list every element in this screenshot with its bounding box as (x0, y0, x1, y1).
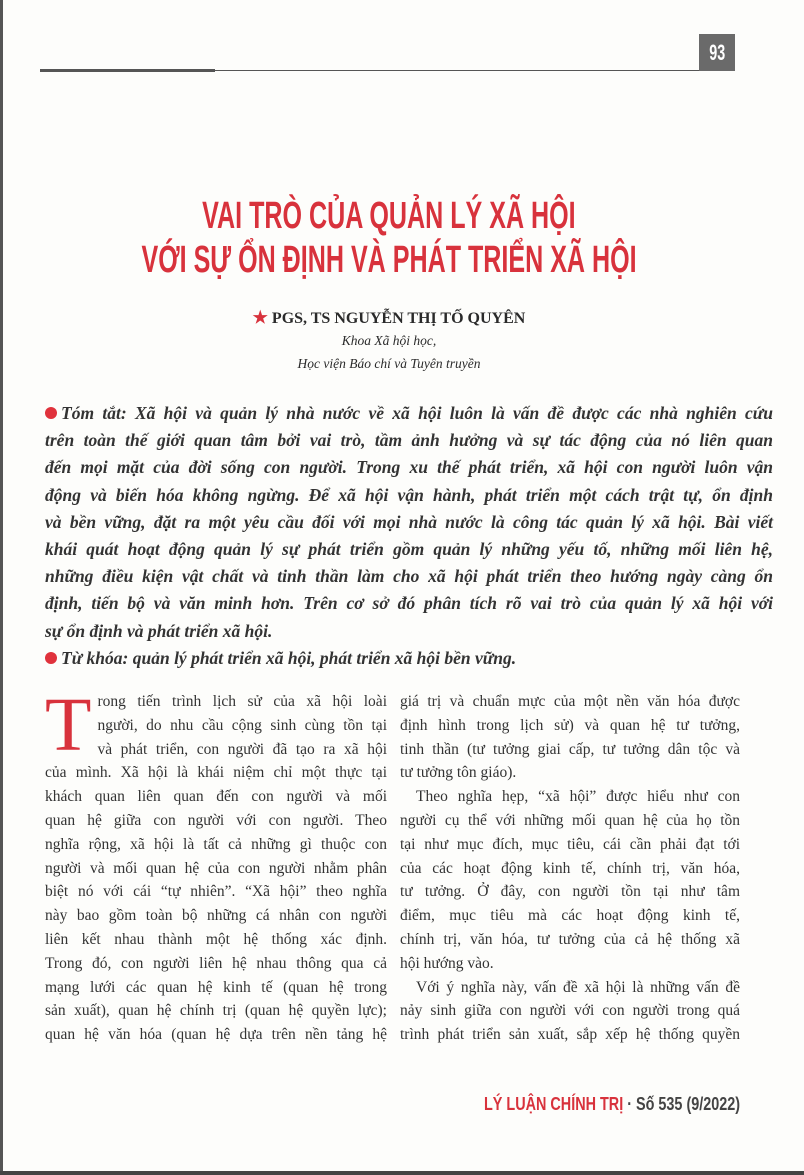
body-line: người cụ thể với những mối quan hệ của họ tồn (400, 811, 740, 829)
body-line: quan hệ văn hóa (quan hệ dựa trên nền tảng hệ (45, 1026, 387, 1044)
body-line: và phát triển, con người đã tạo ra xã hội (97, 740, 387, 758)
header-rule-accent (40, 69, 215, 72)
abstract-line-text: khái quát hoạt động quản lý sự phát triển gồm quản lý những yếu tố, những mối liên hệ, (45, 539, 773, 560)
abstract-line-text: và bền vững, đặt ra một yêu cầu đối với mọi nhà nước là công tác quản lý xã hội. Bài viết (45, 511, 773, 532)
body-column-left (45, 683, 387, 1047)
title-text: VỚI SỰ ỔN ĐỊNH VÀ PHÁT TRIỂN XÃ HỘI (141, 239, 637, 281)
body-column-right (400, 690, 740, 1047)
author-name: PGS, TS NGUYỄN THỊ TỐ QUYÊN (271, 310, 526, 327)
drop-cap: T (45, 683, 92, 767)
body-line: Trong đó, con người liên hệ nhau thông qua cả (45, 954, 387, 972)
abstract (45, 400, 773, 672)
affiliation-line-1: Khoa Xã hội học, (341, 333, 437, 348)
body-line: trình phát triển sản xuất, sắp xếp hệ thống quyền (400, 1026, 740, 1044)
abstract-line-text: sự ổn định và phát triển xã hội. (45, 620, 273, 641)
abstract-line-text: động và biến hóa không ngừng. Để xã hội vận hành, phát triển một cách trật tự, ổn định (45, 484, 773, 505)
page-number (699, 34, 735, 71)
title-text: VAI TRÒ CỦA QUẢN LÝ XÃ HỘI (202, 195, 576, 237)
author-line (0, 308, 778, 328)
bottom-bar (0, 1171, 804, 1175)
body-line: này bao gồm toàn bộ những cá nhân con người (45, 907, 387, 925)
abstract-line-text: đến mọi mặt của đời sống con người. Trong xu thế phát triển, xã hội con người luôn vận (45, 457, 773, 478)
body-line: người, do nhu cầu cộng sinh cùng tồn tại (97, 716, 387, 734)
body-line: tinh thần (tư tưởng giai cấp, tư tưởng dân tộc và (400, 740, 740, 758)
issue-number: · Số 535 (9/2022) (623, 1094, 740, 1114)
body-line: tại như mục đích, mục tiêu, cái cần phải đạt tới (400, 835, 740, 853)
body-line: chính trị, văn hóa, tư tưởng của cả hệ thống xã (400, 930, 740, 948)
abstract-line (45, 427, 773, 454)
star-icon: ★ (252, 308, 268, 327)
body-line: điểm, mục tiêu mà các hoạt động kinh tế, (400, 907, 740, 925)
abstract-line (45, 618, 773, 645)
abstract-line (45, 482, 773, 509)
abstract-line-text: trên toàn thế giới quan tâm bởi vai trò, tầm ảnh hưởng và sự tác động của nó liên quan (45, 430, 773, 451)
body-line: của các hoạt động kinh tế, chính trị, văn hóa, (400, 859, 740, 877)
abstract-line-text: những điều kiện vật chất và tinh thần làm cho xã hội phát triển theo hướng ngày càng ổn (45, 566, 773, 587)
bullet-icon (45, 407, 57, 419)
article-title-line-2 (0, 238, 778, 282)
body-line: nảy sinh giữa con người với con người trong quá (400, 1002, 740, 1020)
abstract-line-text: định, tiến bộ và văn minh hơn. Trên cơ sở đó phân tích rõ vai trò của quản lý xã hội với (45, 593, 773, 614)
body-line: tư tưởng tôn giáo). (400, 764, 517, 782)
body-line: sản xuất), quan hệ chính trị (quan hệ quyền lực); (45, 1002, 387, 1020)
bullet-icon (45, 652, 57, 664)
body-line: nghĩa rộng, xã hội là tất cả những gì thuộc con (45, 835, 387, 853)
abstract-line (45, 590, 773, 617)
affiliation-line-2: Học viện Báo chí và Tuyên truyền (297, 356, 481, 371)
body-line: liên kết nhau thành một hệ thống xác định. (45, 930, 387, 948)
footer (484, 1094, 740, 1115)
keywords-text: Từ khóa: quản lý phát triển xã hội, phát triển xã hội bền vững. (61, 647, 517, 668)
abstract-line (45, 454, 773, 481)
body-line: của mình. Xã hội là khái niệm chỉ một thực tại (45, 764, 387, 782)
abstract-line-text: Tóm tắt: Xã hội và quản lý nhà nước về xã hội luôn là vấn đề được các nhà nghiên cứu (61, 403, 773, 423)
abstract-line (45, 563, 773, 590)
abstract-line (45, 400, 773, 427)
body-line: mạng lưới các quan hệ kinh tế (quan hệ trong (45, 978, 387, 996)
body-line: người và mối quan hệ của con người nhằm phân (45, 859, 387, 877)
abstract-line (45, 509, 773, 536)
magazine-name: LÝ LUẬN CHÍNH TRỊ (483, 1094, 624, 1114)
body-line: Theo nghĩa hẹp, “xã hội” được hiểu như con (416, 788, 740, 806)
body-line: tư tưởng. Ở đây, con người tồn tại như tâm (400, 883, 740, 901)
body-line: Với ý nghĩa này, vấn đề xã hội là những vấn đề (416, 978, 740, 996)
body-line: hội hướng vào. (400, 954, 494, 972)
body-line: định hình trong lịch sử) và quan hệ tư tưởng, (400, 716, 740, 734)
body-line: biệt nó với cái “tự nhiên”. “Xã hội” theo nghĩa (45, 883, 387, 901)
body-line: khách quan liên quan đến con người và mối (45, 788, 387, 806)
abstract-line (45, 536, 773, 563)
body-line: rong tiến trình lịch sử của xã hội loài (97, 693, 387, 710)
body-line: quan hệ giữa con người với con người. Theo (45, 811, 387, 829)
article-title-line-1 (0, 194, 778, 238)
body-line: giá trị và chuẩn mực của một nền văn hóa được (400, 693, 740, 710)
keywords (45, 645, 773, 672)
page-edge (0, 0, 3, 1175)
page-number-text: 93 (709, 39, 725, 65)
